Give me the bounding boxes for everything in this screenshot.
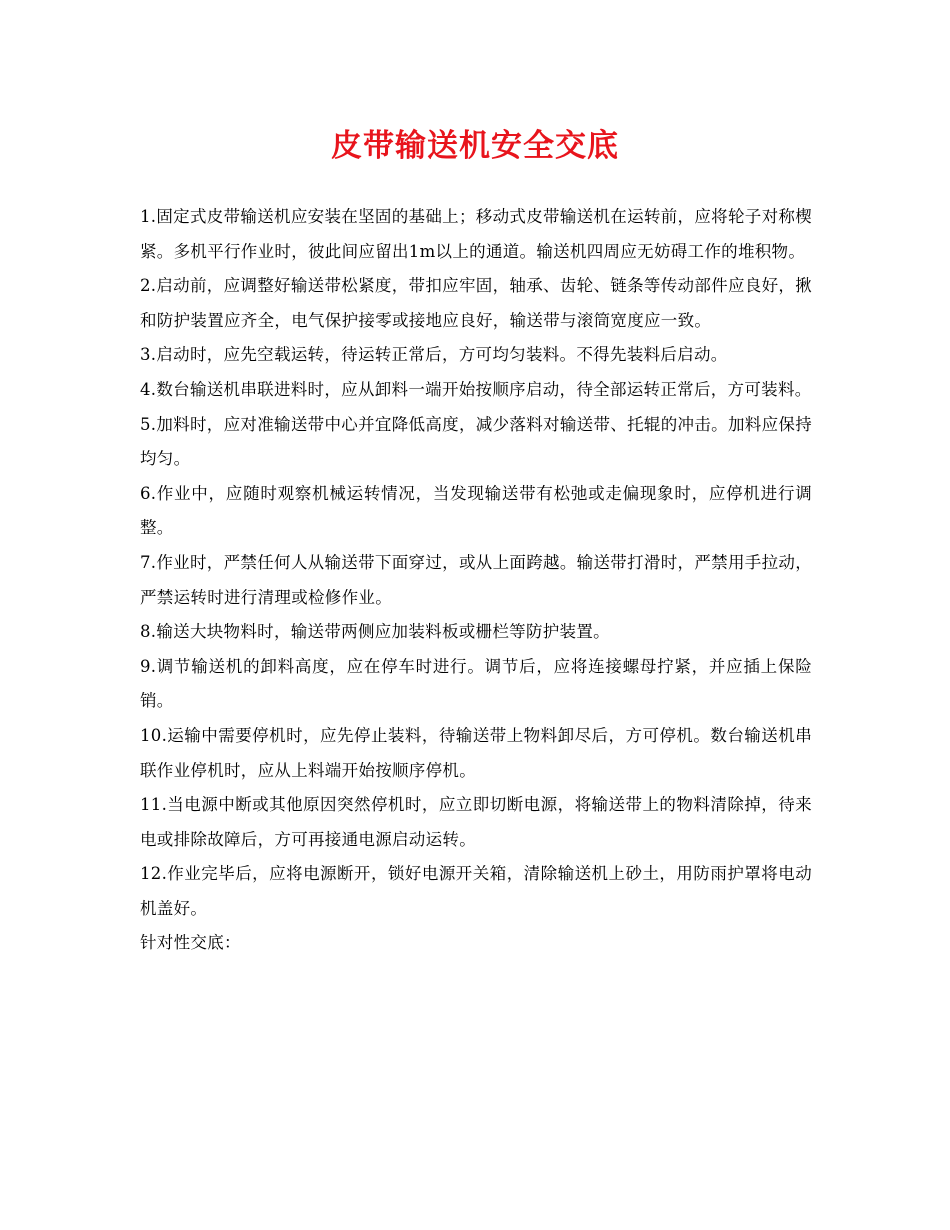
paragraph-5: 5.加料时，应对准输送带中心并宜降低高度，减少落料对输送带、托辊的冲击。加料应保持均匀。 [140,414,812,469]
document-title: 皮带输送机安全交底 [331,128,619,164]
paragraph-12: 12.作业完毕后，应将电源断开，锁好电源开关箱，清除输送机上砂土，用防雨护罩将电动机盖好。 [140,864,812,918]
paragraph-11: 11.当电源中断或其他原因突然停机时，应立即切断电源，将输送带上的物料清除掉，待来电或排除故障后，方可再接通电源启动运转。 [140,795,812,849]
paragraph-2: 2.启动前，应调整好输送带松紧度，带扣应牢固，轴承、齿轮、链条等传动部件应良好，揪和防护装置应齐全，电气保护接零或接地应良好，输送带与滚筒宽度应一致。 [140,276,812,330]
document-body [140,200,812,961]
paragraph-10: 10.运输中需要停机时，应先停止装料，待输送带上物料卸尽后，方可停机。数台输送机串联作业停机时，应从上料端开始按顺序停机。 [140,725,812,780]
paragraph-3: 3.启动时，应先空载运转，待运转正常后，方可均匀装料。不得先装料后启动。 [140,345,728,365]
paragraph-6: 6.作业中，应随时观察机械运转情况，当发现输送带有松弛或走偏现象时，应停机进行调整。 [140,483,812,538]
paragraph-7: 7.作业时，严禁任何人从输送带下面穿过，或从上面跨越。输送带打滑时，严禁用手拉动，严禁运转时进行清理或检修作业。 [140,552,812,607]
targeted-briefing-label: 针对性交底： [140,933,241,953]
paragraph-4: 4.数台输送机串联进料时，应从卸料一端开始按顺序启动，待全部运转正常后，方可装料。 [140,379,812,399]
paragraph-9: 9.调节输送机的卸料高度，应在停车时进行。调节后，应将连接螺母拧紧，并应插上保险销。 [140,656,812,711]
paragraph-1: 1.固定式皮带输送机应安装在坚固的基础上；移动式皮带输送机在运转前，应将轮子对称楔紧。多机平行作业时，彼此间应留出1m以上的通道。输送机四周应无妨碍工作的堆积物。 [140,207,812,261]
paragraph-8: 8.输送大块物料时，输送带两侧应加装料板或栅栏等防护装置。 [140,622,610,642]
